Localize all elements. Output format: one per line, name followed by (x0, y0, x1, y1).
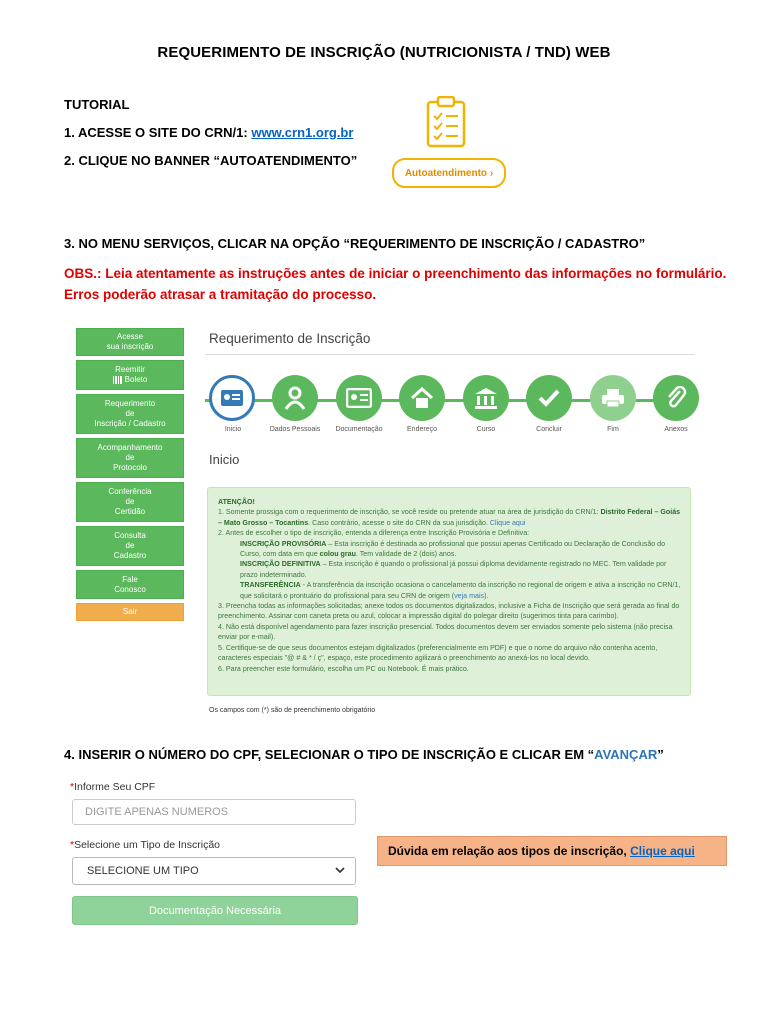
crn1-site-link[interactable]: www.crn1.org.br (251, 125, 354, 140)
menu-label: Cadastro (113, 551, 147, 560)
step-label: Endereço (407, 426, 437, 433)
chevron-down-icon (335, 865, 345, 877)
text: . Tem validade de 2 (dois) anos. (355, 550, 457, 559)
step-anexos-icon[interactable] (653, 375, 699, 421)
text: 4. INSERIR O NÚMERO DO CPF, SELECIONAR O TIPO DE INSCRIÇÃO E CLICAR EM “ (64, 747, 595, 762)
step-label: Dados Pessoais (269, 426, 321, 433)
step-curso-icon[interactable] (463, 375, 509, 421)
step-endereco-icon[interactable] (399, 375, 445, 421)
observation-note (64, 263, 726, 305)
text: - A transferência da inscrição ocasiona o cancelamento da inscrição no regional de origem e ativa a inscrição no CRN/1, que solicitará o prontuário do profissional para seu CRN de origem ( (240, 581, 681, 600)
text: 1. Somente prossiga com o requerimento de inscrição, se você reside ou pretende atuar na área de jurisdição do CRN/1: (218, 508, 601, 517)
text: – Esta inscrição é quando o profissional já possui diploma devidamente registrado no MEC. Tem validade por prazo indeterminado. (240, 560, 667, 579)
clipboard-checklist-icon (426, 96, 466, 153)
observation-line-2: Erros poderão atrasar a tramitação do processo. (64, 287, 377, 302)
attention-text (218, 497, 683, 674)
veja-mais-link[interactable]: veja mais (454, 591, 485, 600)
definitive-info (218, 559, 683, 580)
text: colou grau (319, 550, 356, 559)
step-label: Inicio (224, 426, 242, 433)
step-documentacao-icon[interactable] (336, 375, 382, 421)
label: INSCRIÇÃO PROVISÓRIA (240, 539, 327, 548)
text: ). (484, 591, 489, 600)
menu-label: Conosco (114, 584, 146, 594)
divider (205, 354, 695, 355)
menu-label: Sair (122, 607, 138, 616)
menu-consulta-cadastro[interactable] (76, 526, 184, 566)
provisional-info (218, 539, 683, 560)
text: – Esta inscrição é destinada ao profissional que possui apenas Certificado ou Declaração de Conclusão do Curso, com data em que (240, 539, 666, 559)
menu-label: Boleto (124, 375, 148, 384)
required-fields-note: Os campos com (*) são de preenchimento obrigatório (209, 707, 376, 714)
menu-label: Reemitir (115, 365, 145, 374)
transfer-info (218, 580, 683, 601)
step-inicio-icon[interactable] (209, 375, 255, 421)
menu-label: de (125, 409, 135, 418)
menu-label: de (125, 497, 135, 506)
step-concluir-icon[interactable] (526, 375, 572, 421)
step-1-text: 1. ACESSE O SITE DO CRN/1: (64, 125, 252, 140)
documentacao-necessaria-button[interactable]: Documentação Necessária (72, 896, 358, 925)
attention-heading: ATENÇÃO! (218, 498, 255, 506)
menu-sair[interactable] (76, 603, 184, 621)
tutorial-step-2: 2. CLIQUE NO BANNER “AUTOATENDIMENTO” (64, 153, 358, 168)
step-fim-icon[interactable] (590, 375, 636, 421)
attention-item-5: 5. Certifique-se de que seus documentos estejam digitalizados (preferencialmente em PDF) e que o nome do arquivo não contenha acento, caracteres especiais "@ # & * / ç", espaço, este procedimento agilizará o preenchimento ao anexá-los no local devido. (218, 643, 658, 663)
menu-acompanhamento-protocolo[interactable] (76, 438, 184, 478)
wizard-step-labels (209, 426, 709, 438)
observation-line-1: OBS.: Leia atentamente as instruções antes de iniciar o preenchimento das informações no formulário. (64, 266, 727, 281)
menu-label: Certidão (114, 507, 146, 516)
step-label: Concluir (536, 426, 562, 433)
selected-value: SELECIONE UM TIPO (87, 865, 199, 877)
menu-label: Acesse (116, 332, 144, 341)
menu-label: Consulta (114, 531, 146, 540)
tutorial-step-3: 3. NO MENU SERVIÇOS, CLICAR NA OPÇÃO “REQUERIMENTO DE INSCRIÇÃO / CADASTRO” (64, 236, 646, 251)
jurisdiction-states: Distrito Federal – Goiás – Mato Grosso – Tocantins (218, 508, 681, 527)
menu-label: Acompanhamento (97, 443, 163, 452)
attention-item-4: 4. Não está disponível agendamento para fazer inscrição presencial. Todos documentos devem ser enviados somente pelo sistema (não precisa enviar por e-mail). (218, 622, 673, 642)
section-title-inicio: Inicio (209, 452, 240, 467)
menu-label: de (125, 541, 135, 550)
attention-item-2: 2. Antes de escolher o tipo de inscrição, entenda a diferença entre Inscrição Provisória e Definitiva: (218, 529, 530, 538)
step-label: Anexos (664, 426, 688, 433)
tutorial-heading: TUTORIAL (64, 97, 130, 112)
step-dados-pessoais-icon[interactable] (272, 375, 318, 421)
barcode-icon (113, 375, 148, 385)
services-menu (76, 328, 184, 625)
requerimento-title: Requerimento de Inscrição (209, 331, 371, 346)
attention-item-1 (218, 507, 683, 528)
attention-item-3: 3. Preencha todas as informações solicitadas; anexe todos os documentos digitalizados, inclusive a Ficha de Inscrição que será gerada ao final do preenchimento. Assinar com caneta preta ou azul, colocar a impressão digital do polegar direito (sugerimos tinta para carimbo). (218, 602, 680, 621)
inscription-type-help (377, 836, 727, 866)
label: TRANSFERÊNCIA (240, 581, 301, 590)
step-label: Fim (607, 426, 619, 433)
autoatendimento-banner[interactable]: Autoatendimento › (392, 158, 506, 188)
text: ” (657, 747, 664, 762)
menu-label: Conferência (108, 487, 152, 496)
step-label: Curso (476, 426, 496, 433)
avancar-word: AVANÇAR (594, 747, 658, 762)
crn-jurisdiction-link[interactable]: Clique aqui (489, 518, 526, 527)
text: . Caso contrário, acesse o site do CRN da sua jurisdição. (308, 518, 490, 527)
inscription-type-label: *Selecione um Tipo de Inscrição (70, 839, 221, 851)
menu-label: Inscrição / Cadastro (94, 419, 166, 428)
menu-fale-conosco[interactable] (76, 570, 184, 599)
tutorial-step-4 (64, 747, 664, 762)
menu-conferencia-certidao[interactable] (76, 482, 184, 522)
tutorial-step-1 (64, 125, 353, 140)
document-title: REQUERIMENTO DE INSCRIÇÃO (NUTRICIONISTA / TND) WEB (157, 44, 611, 61)
menu-reemitir-boleto[interactable] (76, 360, 184, 390)
menu-label: Protocolo (113, 463, 147, 472)
clique-aqui-link[interactable]: Clique aqui (630, 844, 695, 858)
label: Informe Seu CPF (74, 781, 156, 793)
menu-label: de (125, 453, 135, 462)
inscription-type-select[interactable] (72, 857, 356, 885)
cpf-label: *Informe Seu CPF (70, 781, 156, 793)
menu-label: Requerimento (104, 399, 156, 408)
label: INSCRIÇÃO DEFINITIVA (240, 560, 321, 569)
menu-label: sua inscrição (106, 342, 154, 351)
text: Dúvida em relação aos tipos de inscrição, (388, 844, 627, 858)
attention-item-6: 6. Para preencher este formulário, escolha um PC ou Notebook. É mais prático. (218, 664, 469, 673)
step-label: Documentação (335, 426, 383, 433)
menu-label: Fale (122, 574, 138, 584)
menu-requerimento-inscricao[interactable] (76, 394, 184, 434)
menu-acesse-inscricao[interactable] (76, 328, 184, 356)
cpf-input[interactable]: DIGITE APENAS NUMEROS (72, 799, 356, 825)
label: Selecione um Tipo de Inscrição (74, 839, 221, 851)
